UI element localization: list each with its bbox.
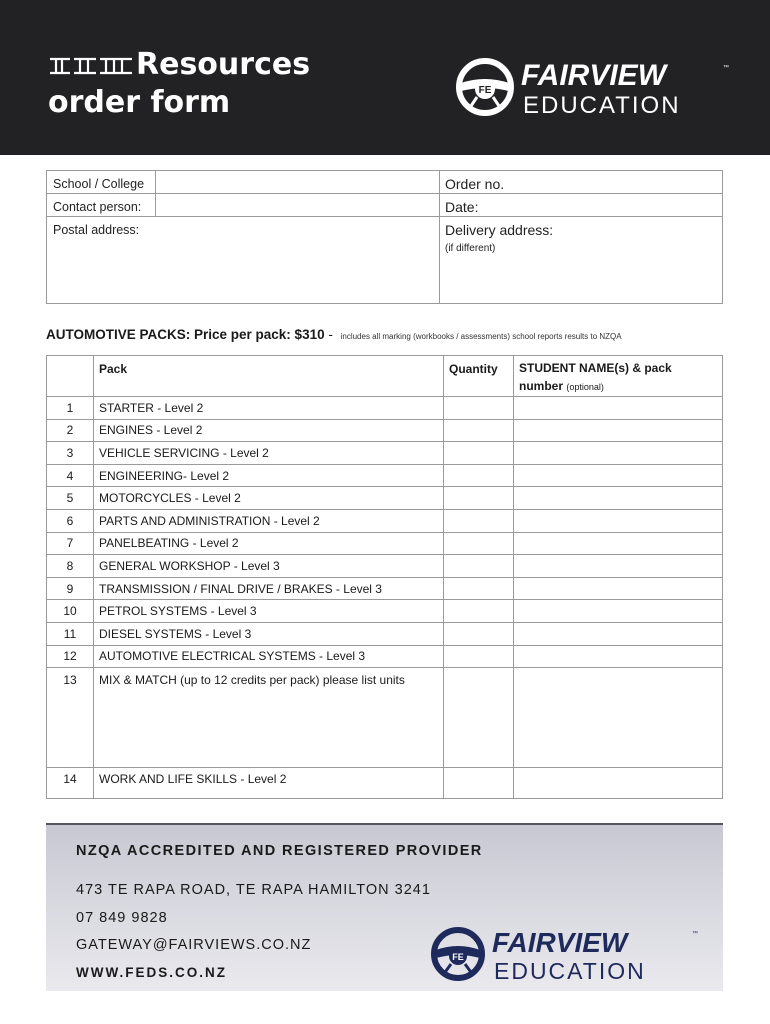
quantity-cell[interactable] <box>444 600 514 623</box>
postal-label: Postal address: <box>53 223 140 237</box>
table-row: 14 WORK AND LIFE SKILLS - Level 2 <box>47 768 723 799</box>
table-row: 11 DIESEL SYSTEMS - Level 3 <box>47 622 723 645</box>
footer-panel <box>46 823 723 991</box>
school-input[interactable] <box>155 171 439 193</box>
quantity-cell[interactable] <box>444 532 514 555</box>
logo-brand: FAIRVIEW <box>492 927 628 958</box>
table-row: 1 STARTER - Level 2 <box>47 397 723 420</box>
footer-address: 473 TE RAPA ROAD, TE RAPA HAMILTON 3241 <box>76 882 431 898</box>
contact-input[interactable] <box>155 193 439 216</box>
quantity-cell[interactable] <box>444 577 514 600</box>
table-row: 8 GENERAL WORKSHOP - Level 3 <box>47 555 723 578</box>
footer-website[interactable]: WWW.FEDS.CO.NZ <box>76 965 227 980</box>
order-no-input[interactable] <box>517 171 722 193</box>
automotive-title: AUTOMOTIVE PACKS: Price per pack: $310 <box>46 327 325 342</box>
automotive-heading: AUTOMOTIVE PACKS: Price per pack: $310 - includes all marking (workbooks / assessments) school reports results to NZQA <box>46 327 622 342</box>
contact-label: Contact person: <box>53 200 142 214</box>
quantity-cell[interactable] <box>444 397 514 420</box>
automotive-note: includes all marking (workbooks / assessments) school reports results to NZQA <box>340 332 622 341</box>
student-cell[interactable] <box>514 645 723 668</box>
student-cell[interactable] <box>514 668 723 768</box>
table-row: 12 AUTOMOTIVE ELECTRICAL SYSTEMS - Level 3 <box>47 645 723 668</box>
logo-tm: ™ <box>723 65 729 71</box>
student-cell[interactable] <box>514 768 723 799</box>
student-cell[interactable] <box>514 397 723 420</box>
order-no-label: Order no. <box>445 176 505 192</box>
logo-sub: EDUCATION <box>523 92 681 119</box>
quantity-cell[interactable] <box>444 768 514 799</box>
table-row: 13 MIX & MATCH (up to 12 credits per pack) please list units <box>47 668 723 768</box>
student-cell[interactable] <box>514 442 723 465</box>
page-title <box>48 46 310 122</box>
student-cell[interactable] <box>514 487 723 510</box>
title-line2: order form <box>48 85 231 120</box>
student-cell[interactable] <box>514 555 723 578</box>
delivery-label: Delivery address: <box>445 222 554 238</box>
logo-tm: ™ <box>692 931 698 937</box>
student-cell[interactable] <box>514 532 723 555</box>
school-label: School / College <box>53 177 145 191</box>
quantity-cell[interactable] <box>444 442 514 465</box>
logo-badge: FE <box>452 952 464 962</box>
logo-brand: FAIRVIEW <box>521 59 667 92</box>
delivery-note: (if different) <box>445 243 496 254</box>
quantity-cell[interactable] <box>444 668 514 768</box>
quantity-cell[interactable] <box>444 464 514 487</box>
logo-badge: FE <box>478 85 492 96</box>
logo-sub: EDUCATION <box>494 958 646 984</box>
table-row: 2 ENGINES - Level 2 <box>47 419 723 442</box>
fairview-logo <box>455 55 735 119</box>
fairview-logo-footer <box>430 923 700 985</box>
header-pack: Pack <box>94 356 444 397</box>
quantity-cell[interactable] <box>444 419 514 442</box>
student-cell[interactable] <box>514 464 723 487</box>
table-row: 7 PANELBEATING - Level 2 <box>47 532 723 555</box>
footer-email[interactable]: GATEWAY@FAIRVIEWS.CO.NZ <box>76 937 312 953</box>
quantity-cell[interactable] <box>444 622 514 645</box>
scribble-mark-icon <box>48 53 134 77</box>
delivery-input[interactable] <box>440 257 722 303</box>
student-cell[interactable] <box>514 509 723 532</box>
quantity-cell[interactable] <box>444 487 514 510</box>
date-input[interactable] <box>487 193 722 216</box>
student-cell[interactable] <box>514 419 723 442</box>
student-cell[interactable] <box>514 577 723 600</box>
table-row: 10 PETROL SYSTEMS - Level 3 <box>47 600 723 623</box>
quantity-cell[interactable] <box>444 509 514 532</box>
quantity-cell[interactable] <box>444 645 514 668</box>
quantity-cell[interactable] <box>444 555 514 578</box>
footer-heading: NZQA ACCREDITED AND REGISTERED PROVIDER <box>76 843 483 859</box>
packs-table <box>46 355 723 799</box>
table-header-row <box>47 356 723 397</box>
postal-input[interactable] <box>47 216 439 304</box>
footer-phone: 07 849 9828 <box>76 910 168 926</box>
header-quantity: Quantity <box>444 356 514 397</box>
header-banner <box>0 0 770 155</box>
date-label: Date: <box>445 199 479 215</box>
table-row: 5 MOTORCYCLES - Level 2 <box>47 487 723 510</box>
header-student: STUDENT NAME(s) & pack number (optional) <box>514 356 723 397</box>
table-row: 4 ENGINEERING- Level 2 <box>47 464 723 487</box>
table-row: 9 TRANSMISSION / FINAL DRIVE / BRAKES - Level 3 <box>47 577 723 600</box>
contact-details-box <box>46 170 723 304</box>
student-cell[interactable] <box>514 600 723 623</box>
student-cell[interactable] <box>514 622 723 645</box>
title-line1: Resources <box>136 47 311 82</box>
table-row: 6 PARTS AND ADMINISTRATION - Level 2 <box>47 509 723 532</box>
table-row: 3 VEHICLE SERVICING - Level 2 <box>47 442 723 465</box>
